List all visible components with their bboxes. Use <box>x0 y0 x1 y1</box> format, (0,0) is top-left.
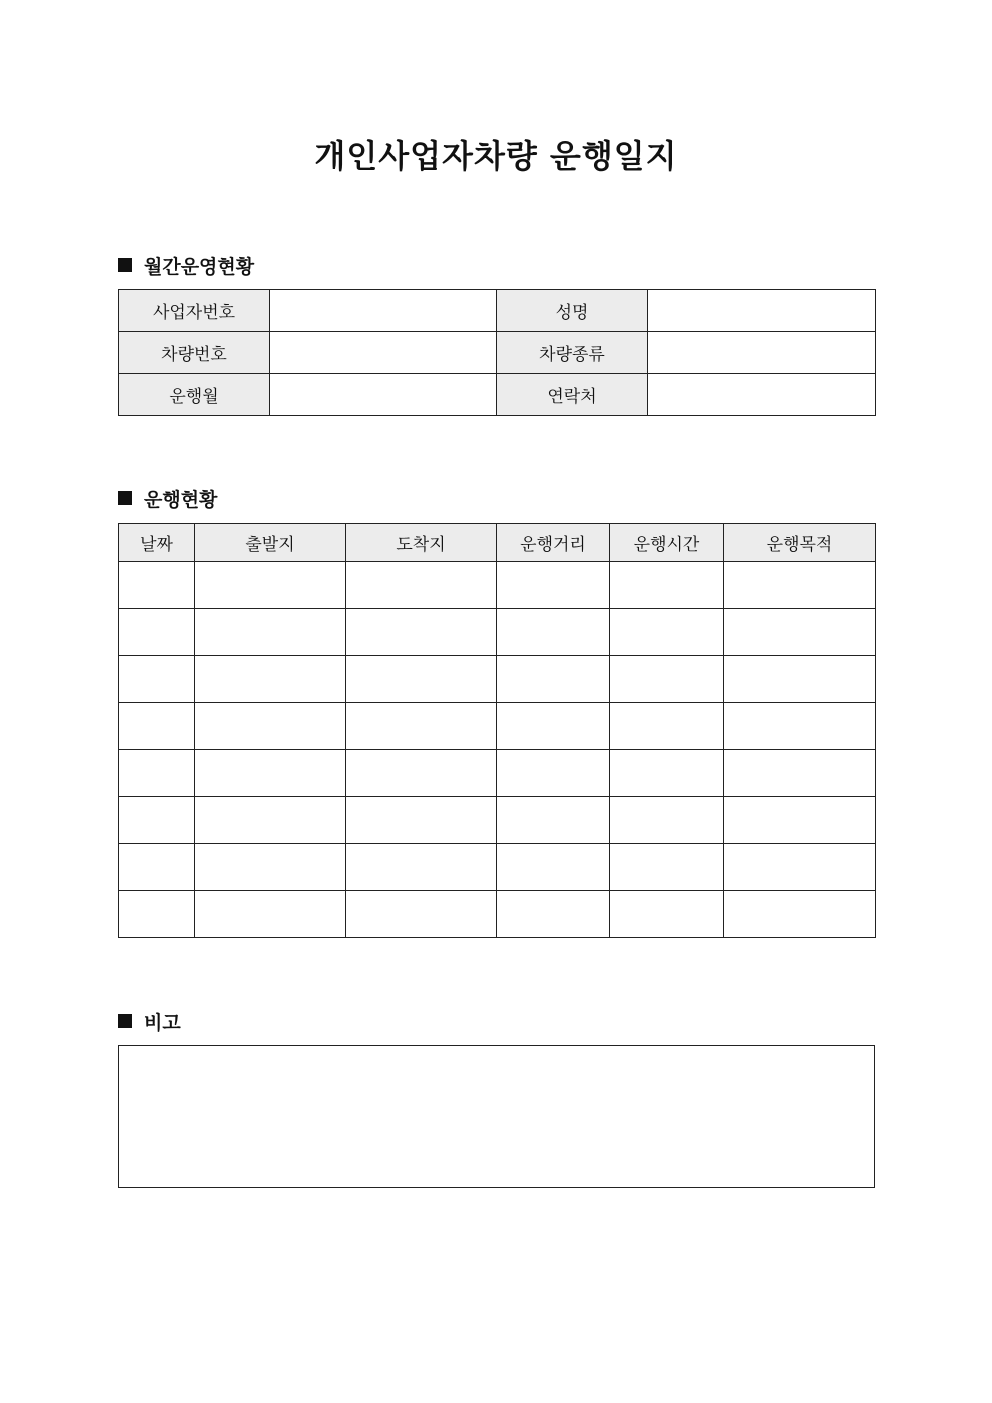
column-header: 운행시간 <box>610 524 724 562</box>
table-cell-field[interactable] <box>497 609 610 656</box>
table-cell-field[interactable] <box>497 656 610 703</box>
table-cell-field[interactable] <box>195 891 346 938</box>
table-cell-field[interactable] <box>195 656 346 703</box>
table-cell-field[interactable] <box>195 797 346 844</box>
summary-value-field[interactable] <box>270 290 497 332</box>
table-cell-field[interactable] <box>195 750 346 797</box>
table-cell-field[interactable] <box>724 609 876 656</box>
column-header: 출발지 <box>195 524 346 562</box>
table-cell-field[interactable] <box>724 750 876 797</box>
table-row <box>119 562 876 609</box>
summary-value-field[interactable] <box>648 290 876 332</box>
summary-label: 차량번호 <box>119 332 270 374</box>
table-cell-field[interactable] <box>119 656 195 703</box>
remarks-section-heading <box>118 1008 181 1034</box>
table-cell-field[interactable] <box>119 797 195 844</box>
column-header: 운행거리 <box>497 524 610 562</box>
table-cell-field[interactable] <box>610 703 724 750</box>
table-cell-field[interactable] <box>724 844 876 891</box>
summary-value-field[interactable] <box>270 332 497 374</box>
table-cell-field[interactable] <box>724 656 876 703</box>
table-cell-field[interactable] <box>346 844 497 891</box>
table-cell-field[interactable] <box>346 750 497 797</box>
summary-label: 사업자번호 <box>119 290 270 332</box>
table-cell-field[interactable] <box>497 844 610 891</box>
table-cell-field[interactable] <box>346 703 497 750</box>
table-row <box>119 750 876 797</box>
table-cell-field[interactable] <box>346 656 497 703</box>
table-row <box>119 797 876 844</box>
remarks-field[interactable] <box>118 1045 875 1188</box>
table-cell-field[interactable] <box>724 891 876 938</box>
log-table <box>118 523 876 938</box>
table-cell-field[interactable] <box>610 891 724 938</box>
summary-label: 연락처 <box>497 374 648 416</box>
table-cell-field[interactable] <box>497 703 610 750</box>
table-cell-field[interactable] <box>610 750 724 797</box>
remarks-heading-text: 비고 <box>144 1011 181 1034</box>
square-bullet-icon <box>118 491 132 505</box>
table-cell-field[interactable] <box>346 797 497 844</box>
summary-label: 성명 <box>497 290 648 332</box>
table-row <box>119 609 876 656</box>
table-cell-field[interactable] <box>195 562 346 609</box>
table-cell-field[interactable] <box>724 703 876 750</box>
table-cell-field[interactable] <box>346 562 497 609</box>
table-cell-field[interactable] <box>119 703 195 750</box>
summary-value-field[interactable] <box>270 374 497 416</box>
table-cell-field[interactable] <box>497 797 610 844</box>
summary-value-field[interactable] <box>648 374 876 416</box>
table-cell-field[interactable] <box>610 797 724 844</box>
table-cell-field[interactable] <box>724 562 876 609</box>
table-cell-field[interactable] <box>724 797 876 844</box>
summary-row <box>119 374 876 416</box>
table-row <box>119 844 876 891</box>
table-cell-field[interactable] <box>610 844 724 891</box>
table-cell-field[interactable] <box>119 562 195 609</box>
log-section-heading <box>118 485 217 511</box>
summary-table <box>118 289 876 416</box>
summary-heading-text: 월간운영현황 <box>144 255 255 278</box>
summary-row <box>119 332 876 374</box>
square-bullet-icon <box>118 258 132 272</box>
table-cell-field[interactable] <box>610 656 724 703</box>
table-cell-field[interactable] <box>119 750 195 797</box>
log-header-row <box>119 524 876 562</box>
table-cell-field[interactable] <box>346 891 497 938</box>
column-header: 운행목적 <box>724 524 876 562</box>
summary-row <box>119 290 876 332</box>
summary-label: 차량종류 <box>497 332 648 374</box>
summary-value-field[interactable] <box>648 332 876 374</box>
table-row <box>119 656 876 703</box>
table-row <box>119 703 876 750</box>
table-cell-field[interactable] <box>610 562 724 609</box>
table-cell-field[interactable] <box>497 562 610 609</box>
table-cell-field[interactable] <box>195 844 346 891</box>
table-cell-field[interactable] <box>119 609 195 656</box>
table-cell-field[interactable] <box>119 844 195 891</box>
table-cell-field[interactable] <box>497 891 610 938</box>
square-bullet-icon <box>118 1014 132 1028</box>
summary-label: 운행월 <box>119 374 270 416</box>
table-cell-field[interactable] <box>610 609 724 656</box>
table-cell-field[interactable] <box>346 609 497 656</box>
summary-section-heading <box>118 252 254 278</box>
table-cell-field[interactable] <box>195 609 346 656</box>
log-heading-text: 운행현황 <box>144 488 218 511</box>
table-cell-field[interactable] <box>195 703 346 750</box>
column-header: 날짜 <box>119 524 195 562</box>
table-row <box>119 891 876 938</box>
document-title: 개인사업자차량 운행일지 <box>314 137 678 175</box>
table-cell-field[interactable] <box>497 750 610 797</box>
column-header: 도착지 <box>346 524 497 562</box>
table-cell-field[interactable] <box>119 891 195 938</box>
